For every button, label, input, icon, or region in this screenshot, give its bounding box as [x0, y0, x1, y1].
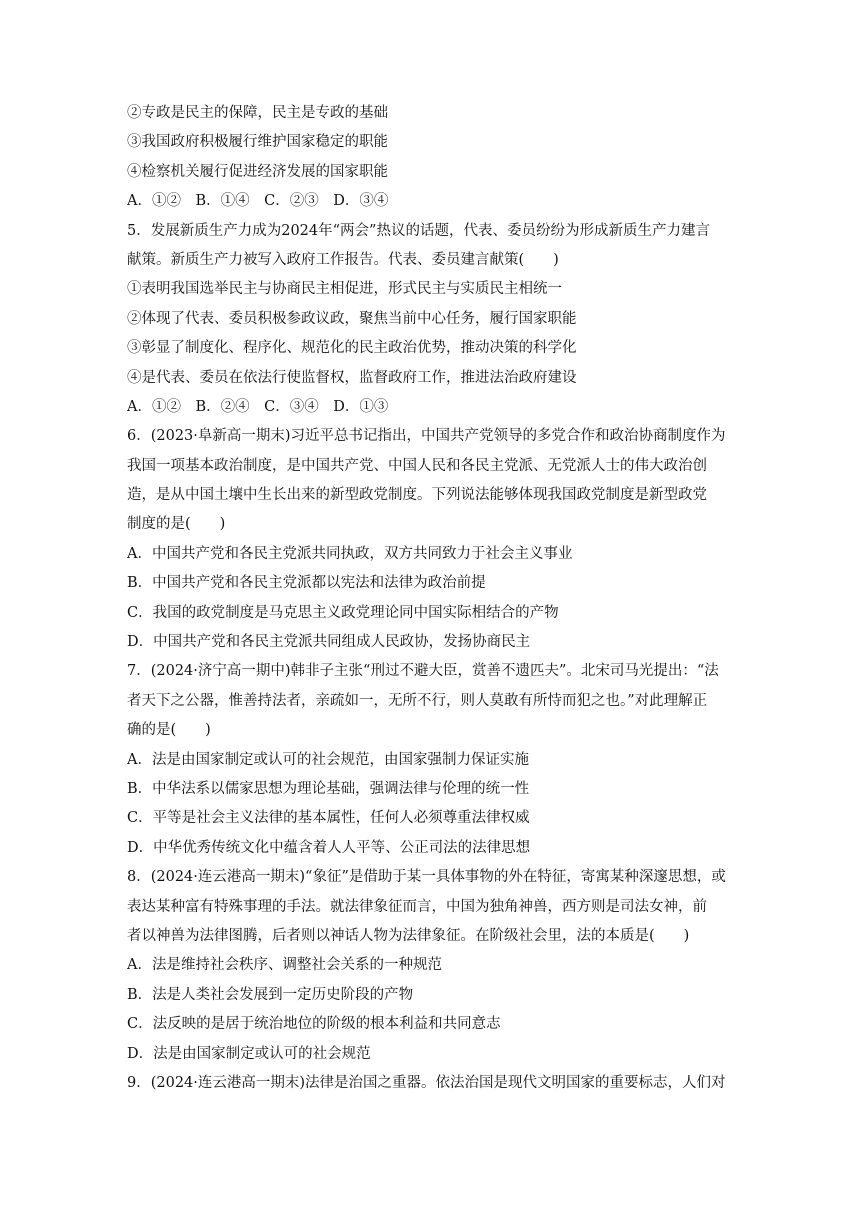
text-line: 制度的是( ): [127, 516, 226, 533]
text-line: ④检察机关履行促进经济发展的国家职能: [127, 163, 388, 180]
text-line: 献策。新质生产力被写入政府工作报告。代表、委员建言献策( ): [127, 251, 559, 268]
question-5-stem: 5．发展新质生产力成为2024年“两会”热议的话题，代表、委员纷纷为形成新质生产力建言: [127, 222, 710, 239]
option-d: D．中华优秀传统文化中蕴含着人人平等、公正司法的法律思想: [127, 839, 531, 856]
option-d: D．中国共产党和各民主党派共同组成人民政协，发扬协商民主: [127, 634, 531, 651]
option-d: D．法是由国家制定或认可的社会规范: [127, 1045, 371, 1062]
text-line: ②体现了代表、委员积极参政议政，聚焦当前中心任务，履行国家职能: [127, 310, 577, 327]
option-b: B．法是人类社会发展到一定历史阶段的产物: [127, 986, 414, 1003]
text-line: ②专政是民主的保障，民主是专政的基础: [127, 105, 388, 121]
option-b: B．中国共产党和各民主党派都以宪法和法律为政治前提: [127, 575, 486, 592]
text-line: 表达某种富有特殊事理的手法。就法律象征而言，中国为独角神兽，西方则是司法女神，前: [127, 898, 707, 915]
text-line: 确的是( ): [127, 722, 211, 739]
answer-options: A．①② B．①④ C．②③ D．③④: [127, 193, 389, 210]
question-9-stem: 9．(2024·连云港高一期末)法律是治国之重器。依法治国是现代文明国家的重要标志，人们对: [127, 1074, 726, 1091]
option-b: B．中华法系以儒家思想为理论基础，强调法律与伦理的统一性: [127, 780, 530, 797]
text-line: 者以神兽为法律图腾，后者则以神话人物为法律象征。在阶级社会里，法的本质是( ): [127, 927, 690, 944]
answer-options: A．①② B．②④ C．③④ D．①③: [127, 398, 389, 415]
option-a: A．法是由国家制定或认可的社会规范，由国家强制力保证实施: [127, 751, 529, 768]
option-c: C．我国的政党制度是马克思主义政党理论同中国实际相结合的产物: [127, 604, 559, 621]
text-line: ③我国政府积极履行维护国家稳定的职能: [127, 134, 388, 151]
question-6-stem: 6．(2023·阜新高一期末)习近平总书记指出，中国共产党领导的多党合作和政治协商制度作为: [127, 428, 726, 445]
question-8-stem: 8．(2024·连云港高一期末)“象征”是借助于某一具体事物的外在特征，寄寓某种深邃思想，或: [127, 869, 726, 886]
text-line: 造，是从中国土壤中生长出来的新型政党制度。下列说法能够体现我国政党制度是新型政党: [127, 487, 707, 504]
text-line: 者天下之公器，惟善持法者，亲疏如一，无所不行，则人莫敢有所恃而犯之也。”对此理解正: [127, 692, 708, 709]
option-a: A．中国共产党和各民主党派共同执政，双方共同致力于社会主义事业: [127, 545, 573, 562]
option-c: C．平等是社会主义法律的基本属性，任何人必须尊重法律权威: [127, 810, 530, 827]
option-c: C．法反映的是居于统治地位的阶级的根本利益和共同意志: [127, 1016, 501, 1033]
question-7-stem: 7．(2024·济宁高一期中)韩非子主张“刑过不避大臣，赏善不遗匹夫”。北宋司马光提出：“法: [127, 663, 719, 680]
option-a: A．法是维持社会秩序、调整社会关系的一种规范: [127, 957, 442, 974]
question-text: [127, 99, 743, 1098]
text-line: ④是代表、委员在依法行使监督权，监督政府工作，推进法治政府建设: [127, 369, 577, 386]
text-line: ①表明我国选举民主与协商民主相促进，形式民主与实质民主相统一: [127, 281, 562, 298]
text-line: ③彰显了制度化、程序化、规范化的民主政治优势，推动决策的科学化: [127, 340, 577, 357]
text-line: 我国一项基本政治制度，是中国共产党、中国人民和各民主党派、无党派人士的伟大政治创: [127, 457, 707, 474]
